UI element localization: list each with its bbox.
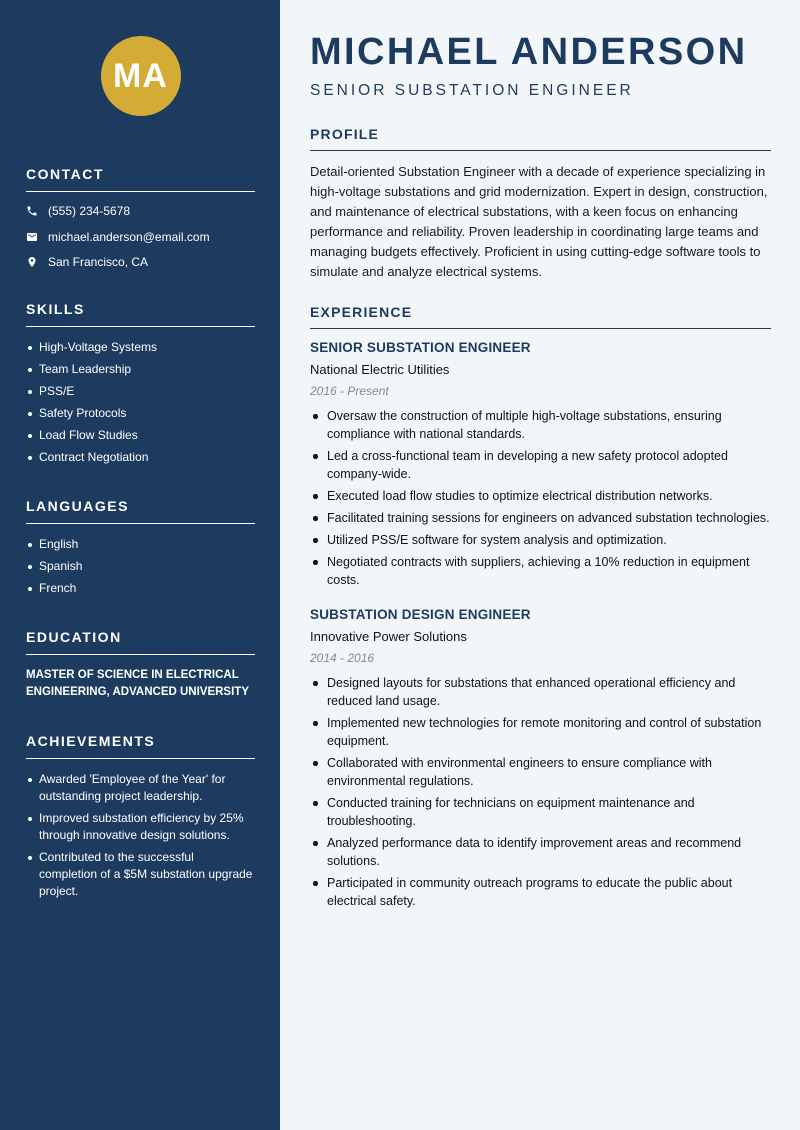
bullet-item: Collaborated with environmental engineers to ensure compliance with environmental regulations. (310, 754, 771, 790)
location-pin-icon (26, 256, 38, 268)
education-entry: MASTER OF SCIENCE IN ELECTRICAL ENGINEERING, ADVANCED UNIVERSITY (26, 669, 249, 698)
role-title: SENIOR SUBSTATION ENGINEER (310, 340, 531, 355)
role-bullets (310, 407, 771, 589)
bullet-item: Led a cross-functional team in developing a new safety protocol adopted company-wide. (310, 447, 771, 483)
contact-section (26, 166, 255, 269)
role-title: SUBSTATION DESIGN ENGINEER (310, 607, 531, 622)
languages-list (26, 536, 255, 597)
bullet-item: Executed load flow studies to optimize electrical distribution networks. (310, 487, 771, 505)
achievement-item: Awarded 'Employee of the Year' for outstanding project leadership. (26, 771, 255, 805)
language-item: Spanish (26, 558, 255, 575)
skills-section (26, 301, 255, 466)
contact-location (26, 255, 255, 269)
company-name: Innovative Power Solutions (310, 629, 467, 644)
achievements-heading: ACHIEVEMENTS (26, 733, 255, 759)
experience-entry (310, 607, 771, 910)
skills-heading: SKILLS (26, 301, 255, 327)
skill-item: Team Leadership (26, 361, 255, 378)
bullet-item: Oversaw the construction of multiple high-voltage substations, ensuring compliance with national standards. (310, 407, 771, 443)
bullet-item: Designed layouts for substations that enhanced operational efficiency and reduced land usage. (310, 674, 771, 710)
main-content (310, 30, 771, 914)
skill-item: Contract Negotiation (26, 449, 255, 466)
education-section (26, 629, 255, 701)
languages-section (26, 498, 255, 597)
profile-heading: PROFILE (310, 126, 771, 151)
location-text: San Francisco, CA (48, 255, 149, 269)
email-text[interactable]: michael.anderson@email.com (48, 229, 210, 244)
skill-item: PSS/E (26, 383, 255, 400)
role-bullets (310, 674, 771, 910)
contact-heading: CONTACT (26, 166, 255, 192)
skills-list (26, 339, 255, 466)
achievement-item: Improved substation efficiency by 25% through innovative design solutions. (26, 810, 255, 844)
job-title: SENIOR SUBSTATION ENGINEER (310, 82, 634, 99)
language-item: French (26, 580, 255, 597)
phone-text[interactable]: (555) 234-5678 (48, 204, 131, 218)
bullet-item: Participated in community outreach programs to educate the public about electrical safety. (310, 874, 771, 910)
achievements-list (26, 771, 255, 900)
skill-item: Safety Protocols (26, 405, 255, 422)
bullet-item: Negotiated contracts with suppliers, achieving a 10% reduction in equipment costs. (310, 553, 771, 589)
languages-heading: LANGUAGES (26, 498, 255, 524)
mail-icon (26, 231, 38, 243)
sidebar (0, 0, 280, 1130)
contact-email (26, 230, 255, 244)
bullet-item: Conducted training for technicians on equipment maintenance and troubleshooting. (310, 794, 771, 830)
profile-section (310, 126, 771, 282)
achievement-item: Contributed to the successful completion of a $5M substation upgrade project. (26, 849, 255, 900)
candidate-name: MICHAEL ANDERSON (310, 31, 748, 73)
bullet-item: Utilized PSS/E software for system analysis and optimization. (310, 531, 771, 549)
experience-entry (310, 340, 771, 589)
skill-item: Load Flow Studies (26, 427, 255, 444)
role-dates: 2016 - Present (310, 384, 389, 398)
experience-section (310, 304, 771, 910)
achievements-section (26, 733, 255, 900)
company-name: National Electric Utilities (310, 362, 450, 377)
avatar: MA (101, 36, 181, 116)
profile-text: Detail-oriented Substation Engineer with a decade of experience specializing in high-voltage substations and grid modernization. Expert in design, construction, and maintenance of electrical substations, with a keen focus on enhancing performance and reliability. Proven leadership in coordinating large teams and managing budgets effectively. Proficient in using cutting-edge software tools to simulate and analyze electrical systems. (310, 164, 768, 279)
role-dates: 2014 - 2016 (310, 651, 375, 665)
experience-heading: EXPERIENCE (310, 304, 771, 329)
language-item: English (26, 536, 255, 553)
bullet-item: Analyzed performance data to identify improvement areas and recommend solutions. (310, 834, 771, 870)
education-heading: EDUCATION (26, 629, 255, 655)
phone-icon (26, 205, 38, 217)
bullet-item: Implemented new technologies for remote monitoring and control of substation equipment. (310, 714, 771, 750)
bullet-item: Facilitated training sessions for engineers on advanced substation technologies. (310, 509, 771, 527)
skill-item: High-Voltage Systems (26, 339, 255, 356)
contact-phone (26, 204, 255, 218)
